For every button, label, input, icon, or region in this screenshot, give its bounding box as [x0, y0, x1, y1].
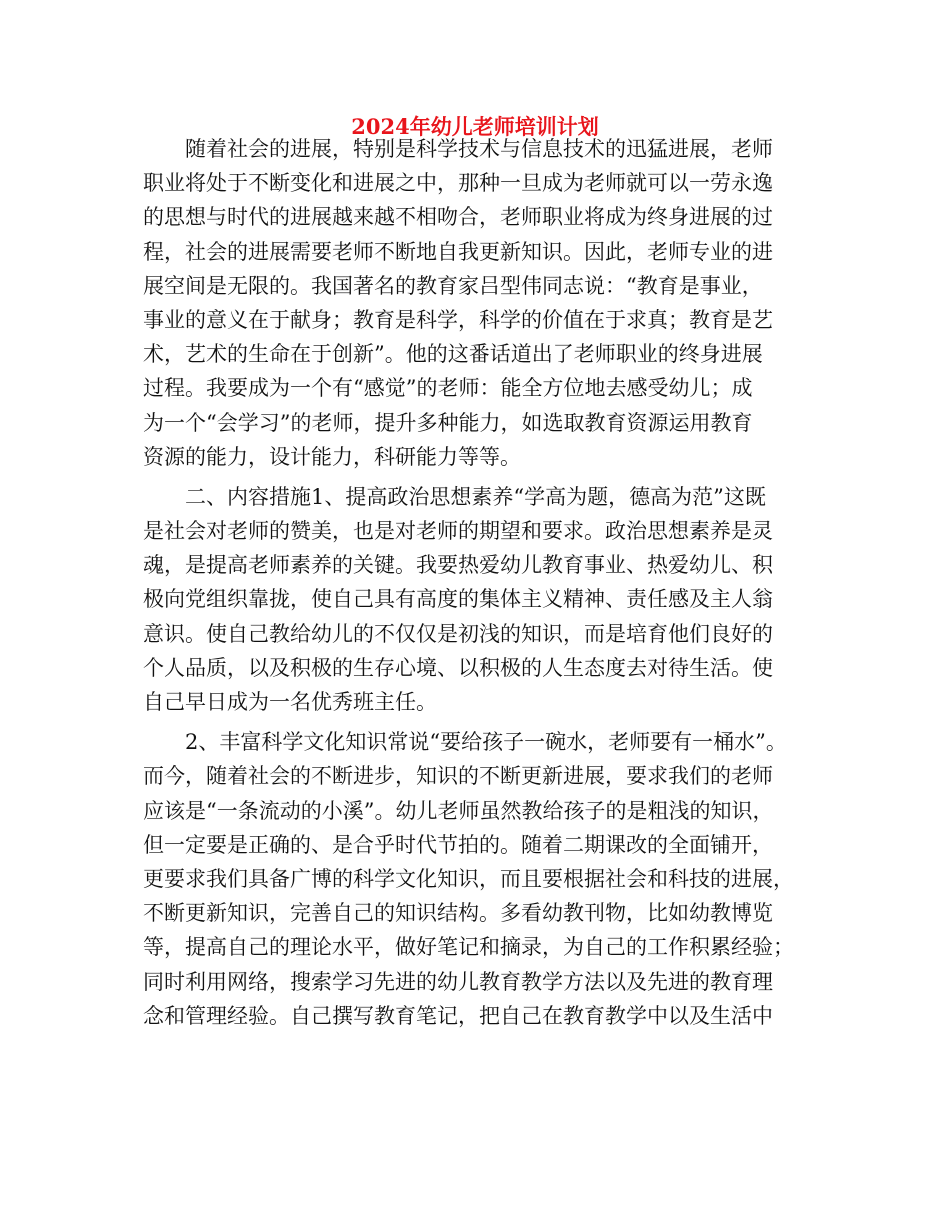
- paragraph-1-line: 为一个“会学习”的老师，提升多种能力，如选取教育资源运用教育: [143, 410, 753, 435]
- paragraph-3-line: 更要求我们具备广博的科学文化知识，而且要根据社会和科技的进展，: [143, 866, 794, 891]
- paragraph-1-line: 职业将处于不断变化和进展之中，那种一旦成为老师就可以一劳永逸: [143, 171, 773, 196]
- paragraph-1-line: 的思想与时代的进展越来越不相吻合，老师职业将成为终身进展的过: [143, 205, 773, 230]
- paragraph-2-line: 个人品质，以及积极的生存心境、以积极的人生态度去对待生活。使: [143, 655, 773, 680]
- paragraph-2-line: 二、内容措施1、提高政治思想素养“学高为题，德高为范”这既: [185, 484, 766, 509]
- paragraph-2-line: 是社会对老师的赞美，也是对老师的期望和要求。政治思想素养是灵: [143, 519, 773, 544]
- paragraph-2-line: 自己早日成为一名优秀班主任。: [143, 690, 437, 714]
- paragraph-3-line: 念和管理经验。自己撰写教育笔记，把自己在教育教学中以及生活中: [143, 1003, 773, 1028]
- paragraph-1-line: 随着社会的进展，特别是科学技术与信息技术的迅猛进展，老师: [185, 137, 773, 161]
- paragraph-3-line: 而今，随着社会的不断进步，知识的不断更新进展，要求我们的老师: [143, 764, 773, 789]
- paragraph-3-line: 不断更新知识，完善自己的知识结构。多看幼教刊物，比如幼教博览: [143, 901, 773, 926]
- paragraph-1-line: 展空间是无限的。我国著名的教育家吕型伟同志说：“教育是事业，: [143, 273, 763, 298]
- paragraph-3-line: 但一定要是正确的、是合乎时代节拍的。随着二期课改的全面铺开，: [143, 832, 773, 857]
- document-title: 2024年幼儿老师培训计划: [351, 114, 599, 139]
- paragraph-2-line: 意识。使自己教给幼儿的不仅仅是初浅的知识，而是培育他们良好的: [143, 621, 773, 646]
- paragraph-2-line: 极向党组织靠拢，使自己具有高度的集体主义精神、责任感及主人翁: [143, 587, 773, 612]
- paragraph-3-line: 2、丰富科学文化知识常说“要给孩子一碗水，老师要有一桶水”。: [185, 730, 787, 755]
- paragraph-1-line: 事业的意义在于献身；教育是科学，科学的价值在于求真；教育是艺: [143, 307, 773, 332]
- paragraph-1-line: 程，社会的进展需要老师不断地自我更新知识。因此，老师专业的进: [143, 239, 773, 264]
- paragraph-2-line: 魂，是提高老师素养的关键。我要热爱幼儿教育事业、热爱幼儿、积: [143, 553, 773, 578]
- paragraph-3-line: 应该是“一条流动的小溪”。幼儿老师虽然教给孩子的是粗浅的知识，: [143, 798, 774, 823]
- paragraph-3-line: 等，提高自己的理论水平，做好笔记和摘录，为自己的工作积累经验；: [143, 935, 794, 960]
- paragraph-3-line: 同时利用网络，搜索学习先进的幼儿教育教学方法以及先进的教育理: [143, 969, 773, 994]
- document-body: [143, 132, 803, 1033]
- paragraph-1-line: 过程。我要成为一个有“感觉”的老师：能全方位地去感受幼儿；成: [143, 376, 753, 401]
- paragraph-1-line: 资源的能力，设计能力，科研能力等等。: [143, 444, 521, 469]
- paragraph-1-line: 术，艺术的生命在于创新”。他的这番话道出了老师职业的终身进展: [143, 342, 763, 367]
